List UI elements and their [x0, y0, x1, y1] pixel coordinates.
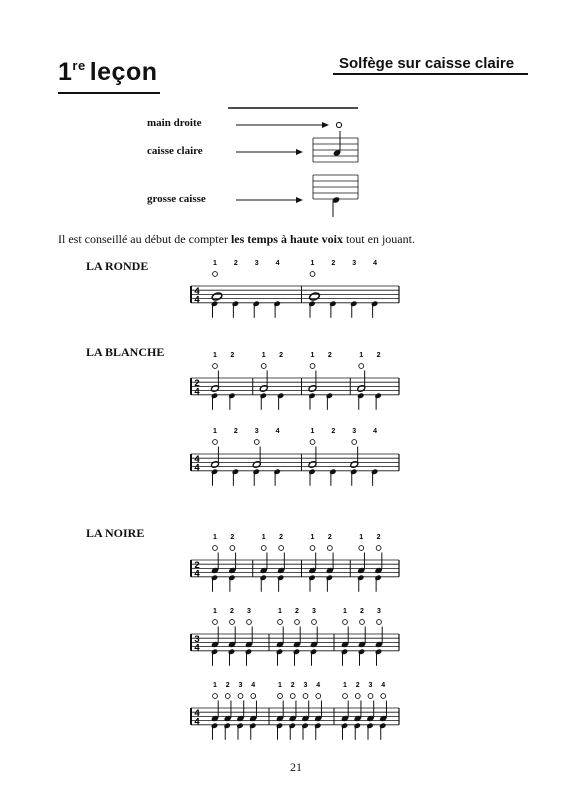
bass-drum-note [211, 648, 219, 655]
beat-count: 2 [295, 608, 299, 615]
time-signature-bottom: 4 [194, 716, 200, 728]
right-hand-marker [316, 694, 321, 699]
time-signature-top: 4 [194, 708, 200, 719]
section-label-noire: LA NOIRE [86, 526, 145, 540]
right-hand-marker [279, 546, 284, 551]
bass-drum-note [276, 648, 284, 655]
right-hand-marker [213, 546, 218, 551]
section-label-blanche: LA BLANCHE [86, 345, 165, 359]
bass-drum-note [350, 468, 358, 475]
beat-count: 1 [213, 608, 217, 615]
bass-drum-note [308, 300, 316, 307]
beat-count: 2 [230, 608, 234, 615]
beat-count: 2 [279, 534, 284, 541]
exercise-2 [191, 352, 399, 410]
bass-drum-note [232, 300, 240, 307]
beat-count: 2 [230, 534, 235, 541]
beat-count: 2 [327, 534, 332, 541]
bass-drum-note [358, 648, 366, 655]
bass-drum-note [326, 574, 334, 581]
bass-drum-note [374, 392, 382, 399]
right-hand-marker [359, 364, 364, 369]
right-hand-marker [213, 620, 218, 625]
beat-count: 1 [310, 260, 315, 267]
right-hand-marker [213, 272, 218, 277]
exercise-5 [191, 608, 399, 666]
right-hand-marker [381, 694, 386, 699]
beat-count: 2 [376, 534, 381, 541]
bass-drum-note [211, 574, 219, 581]
beat-count: 3 [352, 260, 357, 267]
bass-drum-note [252, 468, 260, 475]
right-hand-marker [225, 694, 230, 699]
bass-drum-note [293, 648, 301, 655]
legend-label-caisse-claire: caisse claire [147, 145, 203, 157]
beat-count: 1 [213, 352, 217, 359]
right-hand-marker [261, 546, 266, 551]
time-signature-top: 3 [194, 634, 200, 645]
bass-drum-note [211, 392, 219, 399]
beat-count: 1 [343, 608, 347, 615]
bass-drum-note [374, 574, 382, 581]
bass-drum-note [249, 722, 257, 729]
right-hand-marker [213, 364, 218, 369]
time-signature-bottom: 4 [194, 462, 200, 474]
beat-count: 3 [352, 428, 357, 435]
bass-drum-note [350, 300, 358, 307]
time-signature-bottom: 4 [194, 642, 200, 654]
beat-count: 2 [290, 682, 295, 689]
right-hand-marker [254, 440, 259, 445]
beat-count: 4 [275, 260, 280, 267]
right-hand-marker [247, 620, 252, 625]
bass-drum-note [276, 722, 284, 729]
beat-count: 1 [343, 682, 347, 689]
time-signature-bottom: 4 [194, 568, 200, 580]
bass-drum-note [223, 722, 231, 729]
beat-count: 2 [233, 260, 238, 267]
bass-drum-note [341, 722, 349, 729]
time-signature-bottom: 4 [194, 386, 200, 398]
bass-drum-note [277, 392, 285, 399]
bass-drum-note [236, 722, 244, 729]
beat-count: 1 [310, 428, 315, 435]
bass-drum-note [310, 648, 318, 655]
beat-count: 3 [247, 608, 251, 615]
right-hand-marker [327, 546, 332, 551]
time-signature-top: 2 [194, 560, 200, 571]
beat-count: 1 [261, 352, 266, 359]
right-hand-marker [290, 694, 295, 699]
bass-drum-note [211, 722, 219, 729]
right-hand-marker [352, 440, 357, 445]
exercise-3 [191, 428, 399, 486]
intro-emphasis: les temps à haute voix [230, 232, 343, 246]
beat-count: 3 [254, 428, 259, 435]
time-signature-bottom: 4 [194, 294, 200, 306]
right-hand-marker [368, 694, 373, 699]
beat-count: 4 [251, 682, 256, 689]
right-hand-marker [213, 440, 218, 445]
exercise-4 [191, 534, 399, 592]
right-hand-marker [278, 694, 283, 699]
beat-count: 2 [355, 682, 360, 689]
bass-drum-note [308, 468, 316, 475]
beat-count: 1 [310, 534, 315, 541]
whole-note [309, 292, 321, 301]
bass-drum-note [308, 574, 316, 581]
beat-count: 2 [225, 682, 230, 689]
beat-count: 4 [373, 260, 378, 267]
beat-count: 1 [359, 352, 364, 359]
right-hand-marker [303, 694, 308, 699]
beat-count: 4 [316, 682, 321, 689]
right-hand-marker [359, 546, 364, 551]
beat-count: 2 [279, 352, 284, 359]
bass-drum-note [371, 300, 379, 307]
bass-drum-note [273, 300, 281, 307]
bass-drum-note [277, 574, 285, 581]
right-hand-marker [343, 694, 348, 699]
beat-count: 1 [359, 534, 364, 541]
lesson-number: 1 [58, 58, 73, 86]
bass-drum-note [228, 648, 236, 655]
beat-count: 1 [278, 682, 282, 689]
bass-drum-note [314, 722, 322, 729]
right-hand-marker [261, 364, 266, 369]
right-hand-marker [230, 620, 235, 625]
bass-drum-note [357, 574, 365, 581]
time-signature-top: 4 [194, 454, 200, 465]
bass-drum-note [232, 468, 240, 475]
time-signature-top: 4 [194, 286, 200, 297]
right-hand-marker [376, 546, 381, 551]
right-hand-marker [213, 694, 218, 699]
bass-drum-note [288, 722, 296, 729]
right-hand-marker [355, 694, 360, 699]
section-label-ronde: LA RONDE [86, 259, 149, 273]
bass-drum-note [301, 722, 309, 729]
beat-count: 2 [230, 352, 235, 359]
beat-count: 3 [368, 682, 373, 689]
right-hand-marker [238, 694, 243, 699]
beat-count: 2 [376, 352, 381, 359]
beat-count: 1 [261, 534, 266, 541]
bass-drum-note [259, 574, 267, 581]
bass-drum-note [273, 468, 281, 475]
exercise-1 [191, 260, 399, 318]
beat-count: 1 [310, 352, 315, 359]
bass-drum-note [379, 722, 387, 729]
beat-count: 4 [275, 428, 280, 435]
bass-drum-note [259, 392, 267, 399]
beat-count: 2 [331, 260, 336, 267]
bass-drum-note [371, 468, 379, 475]
bass-drum-note [353, 722, 361, 729]
right-hand-marker [343, 620, 348, 625]
beat-count: 1 [213, 260, 217, 267]
beat-count: 3 [303, 682, 308, 689]
beat-count: 2 [327, 352, 332, 359]
bass-drum-note [329, 300, 337, 307]
beat-count: 2 [360, 608, 364, 615]
right-hand-marker [295, 620, 300, 625]
bass-drum-note [366, 722, 374, 729]
whole-note [211, 292, 223, 301]
bass-drum-note [228, 574, 236, 581]
bass-drum-note [228, 392, 236, 399]
bass-drum-note [329, 468, 337, 475]
right-hand-marker [251, 694, 256, 699]
bass-drum-note [357, 392, 365, 399]
right-hand-marker [310, 364, 315, 369]
bass-drum-note [245, 648, 253, 655]
bass-drum-note [308, 392, 316, 399]
beat-count: 4 [373, 428, 378, 435]
time-signature-top: 2 [194, 378, 200, 389]
beat-count: 2 [233, 428, 238, 435]
bass-drum-note [211, 300, 219, 307]
bass-drum-note [252, 300, 260, 307]
beat-count: 1 [213, 534, 217, 541]
beat-count: 1 [213, 682, 217, 689]
beat-count: 1 [213, 428, 217, 435]
beat-count: 4 [381, 682, 386, 689]
right-hand-marker [312, 620, 317, 625]
bass-drum-note [326, 392, 334, 399]
right-hand-marker [230, 546, 235, 551]
right-hand-marker [310, 440, 315, 445]
intro-text: Il est conseillé au début de compter les temps à haute voix tout en jouant. [58, 232, 415, 246]
beat-count: 2 [331, 428, 336, 435]
right-hand-marker [377, 620, 382, 625]
bass-drum-note [341, 648, 349, 655]
exercise-6 [191, 682, 399, 740]
lesson-number-suffix: re [72, 58, 86, 73]
beat-count: 3 [312, 608, 316, 615]
right-hand-marker [310, 272, 315, 277]
beat-count: 3 [377, 608, 381, 615]
beat-count: 3 [254, 260, 259, 267]
bass-drum-note [375, 648, 383, 655]
right-hand-marker [310, 546, 315, 551]
right-hand-marker [278, 620, 283, 625]
page-heading: Solfège sur caisse claire [339, 55, 515, 72]
bass-drum-note [211, 468, 219, 475]
beat-count: 3 [238, 682, 243, 689]
legend-label-main-droite: main droite [147, 117, 202, 129]
legend-label-grosse-caisse: grosse caisse [147, 193, 206, 205]
lesson-word: leçon [89, 58, 158, 86]
beat-count: 1 [278, 608, 282, 615]
right-hand-marker [360, 620, 365, 625]
page-number: 21 [290, 760, 302, 774]
